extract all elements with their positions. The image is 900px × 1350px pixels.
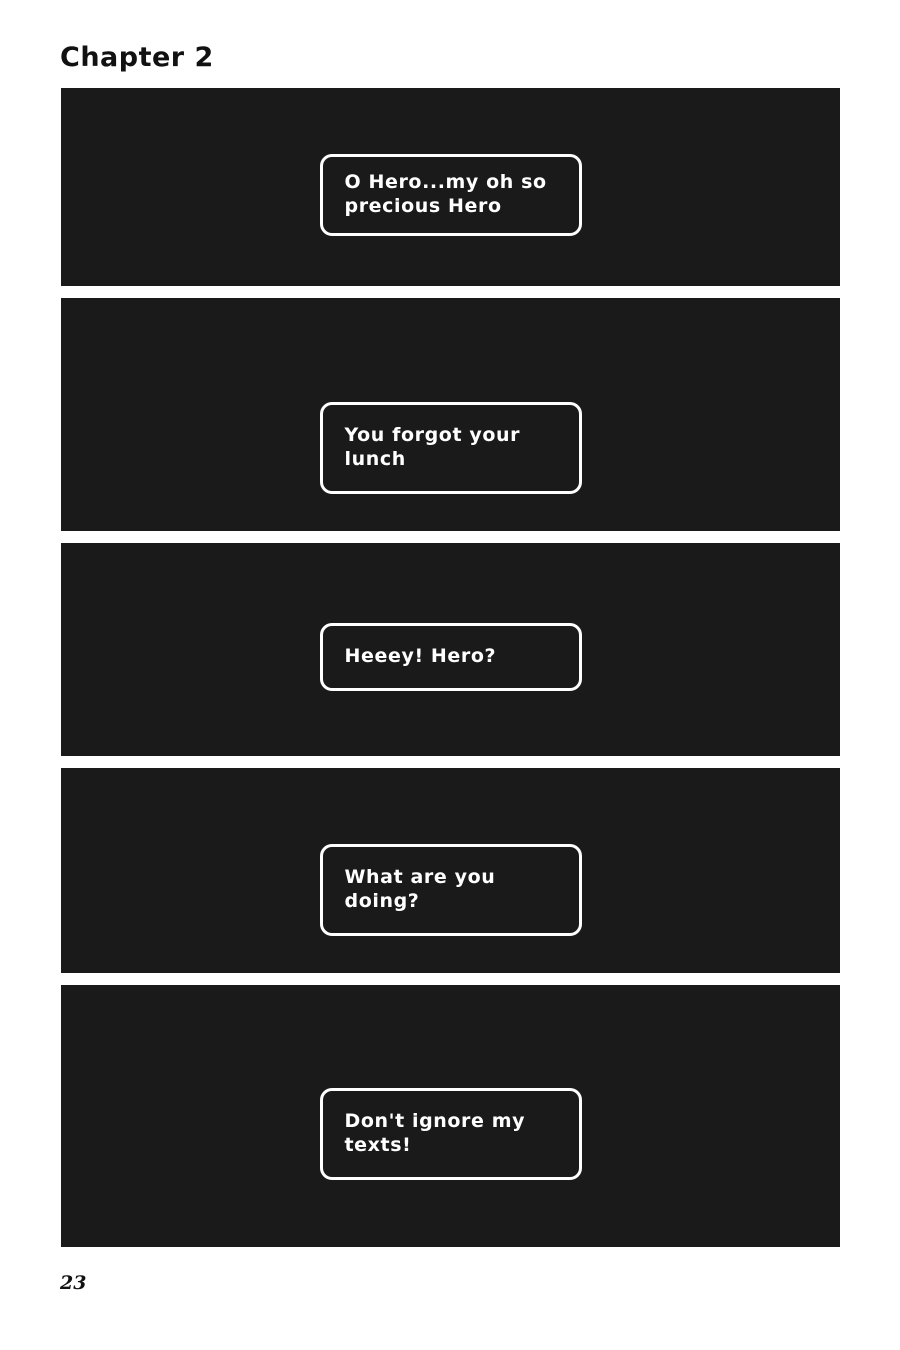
speech-bubble: You forgot your lunch [320,402,582,494]
comic-panel [61,298,840,531]
page-number: 23 [60,1272,87,1294]
comic-panel [61,768,840,973]
comic-panel [61,88,840,286]
speech-bubble-container [61,623,840,691]
speech-bubble-container [61,154,840,236]
speech-bubble: Heeey! Hero? [320,623,582,691]
speech-bubble-container [61,402,840,494]
comic-panel [61,543,840,756]
speech-bubble: Don't ignore my texts! [320,1088,582,1180]
page-title: Chapter 2 [60,42,214,73]
speech-bubble: What are you doing? [320,844,582,936]
speech-bubble: O Hero...my oh so precious Hero [320,154,582,236]
speech-bubble-container [61,1088,840,1180]
speech-bubble-container [61,844,840,936]
panel-list [61,88,840,1259]
comic-panel [61,985,840,1247]
